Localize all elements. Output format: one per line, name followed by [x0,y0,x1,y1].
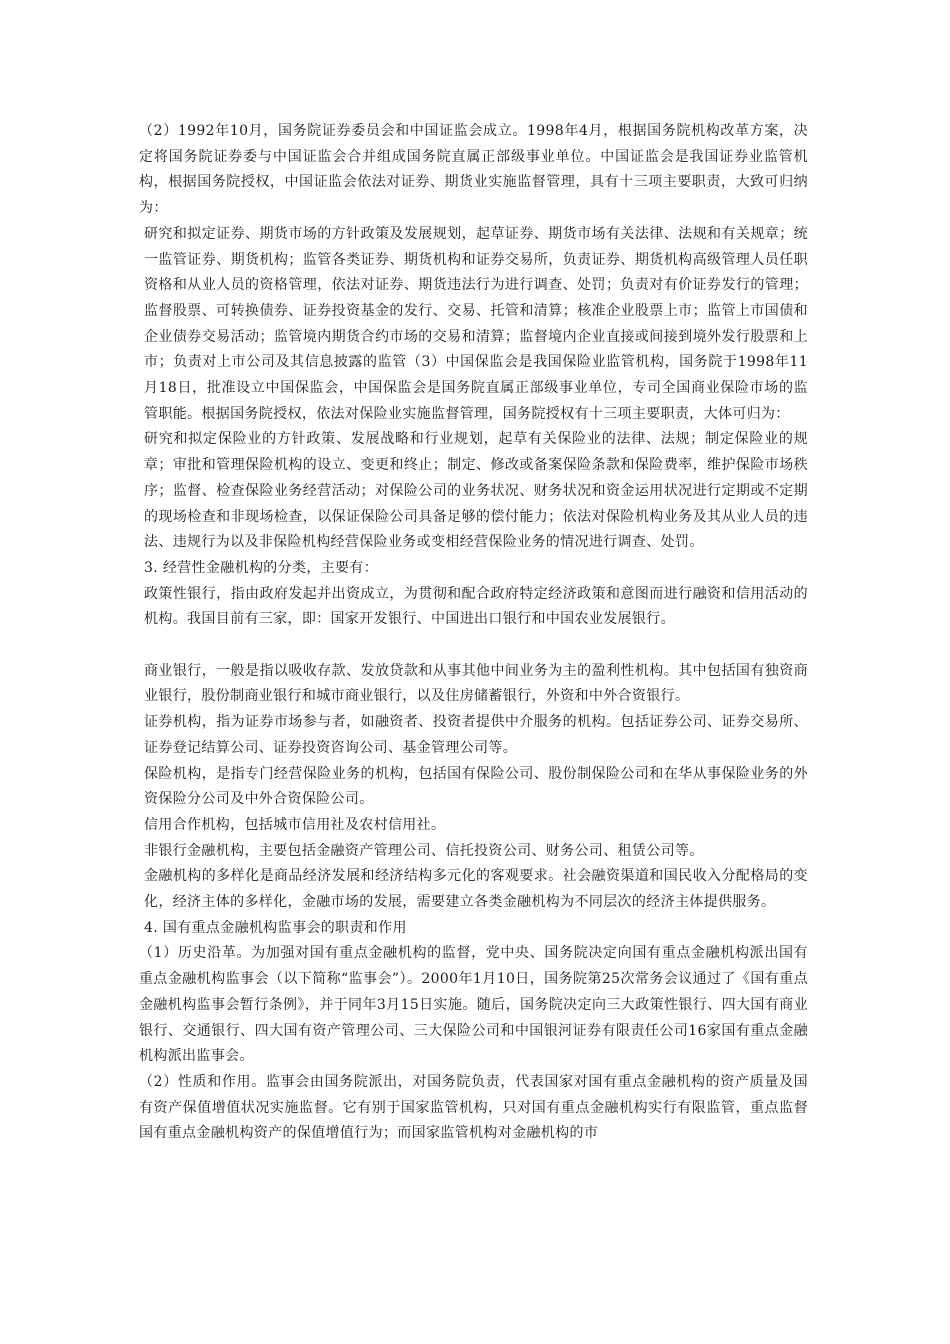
paragraph-csrc-history: （2）1992年10月，国务院证券委员会和中国证监会成立。1998年4月，根据国务院机构改革方案，决定将国务院证券委与中国证监会合并组成国务院直属正部级事业单位。中国证监会是我国证券业监管机构，根据国务院授权，中国证监会依法对证券、期货业实施监督管理，具有十三项主要职责，大致可归纳为： [139,123,808,217]
paragraph-diversification: 金融机构的多样化是商品经济发展和经济结构多元化的客观要求。社会融资渠道和国民收入分配格局的变化，经济主体的多样化，金融市场的发展，需要建立各类金融机构为不同层次的经济主体提供服务。 [144,868,808,911]
paragraph-circ-duties: 研究和拟定保险业的方针政策、发展战略和行业规划，起草有关保险业的法律、法规；制定保险业的规章；审批和管理保险机构的设立、变更和终止；制定、修改或备案保险条款和保险费率，维护保险市场秩序；监督、检查保险业务经营活动；对保险公司的业务状况、财务状况和资金运用状况进行定期或不定期的现场检查和非现场检查，以保证保险公司具备足够的偿付能力；依法对保险机构业务及其从业人员的违法、违规行为以及非保险机构经营保险业务或变相经营保险业务的情况进行调查、处罚。 [144,431,808,551]
blank-line [144,633,808,659]
paragraph-commercial-banks: 商业银行，一般是指以吸收存款、发放贷款和从事其他中间业务为主的盈利性机构。其中包括国有独资商业银行，股份制商业银行和城市商业银行，以及住房储蓄银行，外资和中外合资银行。 [144,662,808,705]
document-body [139,119,808,1147]
paragraph-insurance-institutions: 保险机构，是指专门经营保险业务的机构，包括国有保险公司、股份制保险公司和在华从事保险业务的外资保险分公司及中外合资保险公司。 [144,765,808,808]
paragraph-securities-institutions: 证券机构，指为证券市场参与者，如融资者、投资者提供中介服务的机构。包括证券公司、证券交易所、证券登记结算公司、证券投资咨询公司、基金管理公司等。 [144,714,808,756]
paragraph-history: （1）历史沿革。为加强对国有重点金融机构的监督，党中央、国务院决定向国有重点金融机构派出国有重点金融机构监事会（以下简称“监事会”）。2000年1月10日，国务院第25次常务会议通过了《国有重点金融机构监事会暂行条例》，并于同年3月15日实施。随后，国务院决定向三大政策性银行、四大国有商业银行、交通银行、四大国有资产管理公司、三大保险公司和中国银河证券有限责任公司16家国有重点金融机构派出监事会。 [139,945,808,1065]
section-heading-4: 4. 国有重点金融机构监事会的职责和作用 [144,919,407,936]
paragraph-policy-banks: 政策性银行，指由政府发起并出资成立，为贯彻和配合政府特定经济政策和意图而进行融资和信用活动的机构。我国目前有三家，即：国家开发银行、中国进出口银行和中国农业发展银行。 [144,585,808,628]
paragraph-nature-and-role: （2）性质和作用。监事会由国务院派出，对国务院负责，代表国家对国有重点金融机构的资产质量及国有资产保值增值状况实施监督。它有别于国家监管机构，只对国有重点金融机构实行有限监管，重点监督国有重点金融机构资产的保值增值行为；而国家监管机构对金融机构的市 [139,1074,808,1142]
paragraph-non-bank-institutions: 非银行金融机构，主要包括金融资产管理公司、信托投资公司、财务公司、租赁公司等。 [144,842,704,859]
paragraph-csrc-duties: 研究和拟定证券、期货市场的方针政策及发展规划，起草证券、期货市场有关法律、法规和有关规章；统一监管证券、期货机构；监管各类证券、期货机构和证券交易所，负责证券、期货机构高级管理人员任职资格和从业人员的资格管理，依法对证券、期货违法行为进行调查、处罚；负责对有价证券发行的管理；监督股票、可转换债券、证券投资基金的发行、交易、托管和清算；核准企业股票上市；监管上市国债和企业债券交易活动；监管境内期货合约市场的交易和清算；监督境内企业直接或间接到境外发行股票和上市；负责对上市公司及其信息披露的监管（3）中国保监会是我国保险业监管机构，国务院于1998年11月18日，批准设立中国保监会，中国保监会是国务院直属正部级事业单位，专司全国商业保险市场的监管职能。根据国务院授权，依法对保险业实施监督管理，国务院授权有十三项主要职责，大体可归为： [144,225,808,422]
section-heading-3: 3. 经营性金融机构的分类，主要有： [144,559,379,576]
paragraph-credit-cooperatives: 信用合作机构，包括城市信用社及农村信用社。 [144,816,446,833]
